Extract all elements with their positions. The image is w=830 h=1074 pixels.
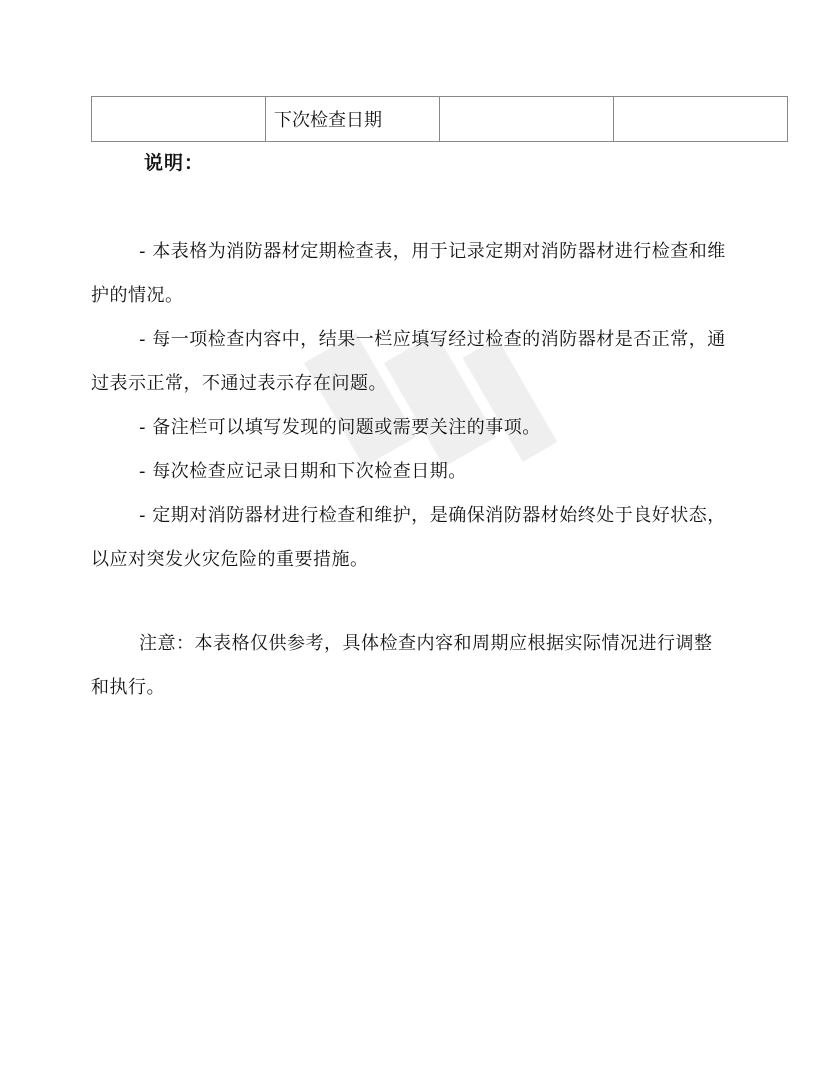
table-cell-empty-3[interactable]	[614, 97, 788, 142]
inspection-table-last-row	[91, 96, 788, 142]
table-cell-empty-1[interactable]	[92, 97, 266, 142]
table-row	[92, 97, 788, 142]
note-item-2: - 每一项检查内容中，结果一栏应填写经过检查的消防器材是否正常，通过表示正常，不通过表示存在问题。	[91, 329, 726, 394]
disclaimer-note: 注意：本表格仅供参考，具体检查内容和周期应根据实际情况进行调整和执行。	[91, 633, 713, 698]
note-item-3: - 备注栏可以填写发现的问题或需要关注的事项。	[139, 417, 541, 438]
note-item-1: - 本表格为消防器材定期检查表，用于记录定期对消防器材进行检查和维护的情况。	[91, 241, 726, 306]
table-cell-next-inspection-date: 下次检查日期	[266, 97, 440, 142]
notes-heading: 说明：	[144, 152, 205, 174]
note-item-4: - 每次检查应记录日期和下次检查日期。	[139, 461, 467, 482]
table-cell-empty-2[interactable]	[440, 97, 614, 142]
note-item-5: - 定期对消防器材进行检查和维护，是确保消防器材始终处于良好状态，以应对突发火灾危险的重要措施。	[91, 505, 726, 570]
